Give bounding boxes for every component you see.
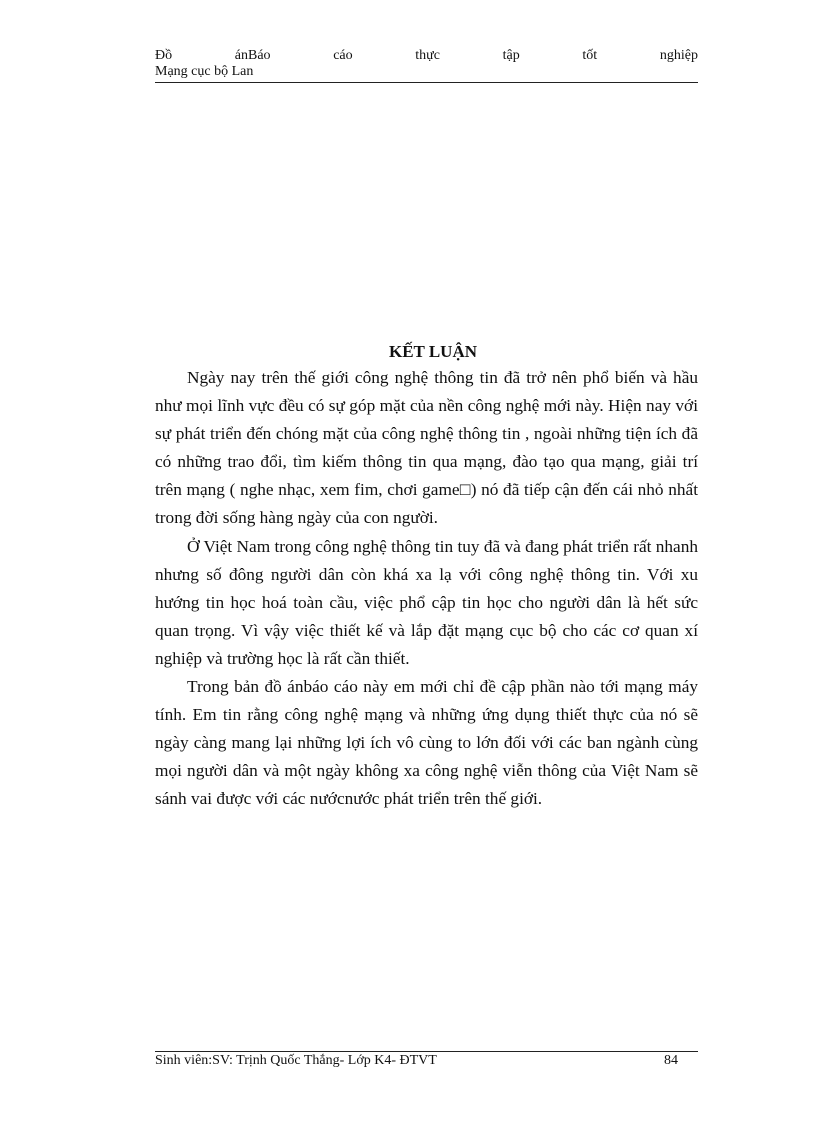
header-word: cáo [333,48,353,63]
header-title [155,48,698,64]
paragraph: Trong bản đồ ánbáo cáo này em mới chỉ đề cập phần nào tới mạng máy tính. Em tin rằng công nghệ mạng và những ứng dụng thiết thực của nó sẽ ngày càng mang lại những lợi ích vô cùng to lớn đối với các ban ngành cùng mọi người dân và một ngày không xa công nghệ viễn thông của Việt Nam sẽ sánh vai được với các nướcnước phát triển trên thế giới. [155,677,698,809]
footer-student: Sinh viên:SV: Trịnh Quốc Thắng- Lớp K4- ĐTVT [155,1053,437,1068]
page-number: 84 [664,1053,678,1068]
header-word: tốt [582,48,598,63]
body-text [155,364,698,814]
paragraph: Ngày nay trên thế giới công nghệ thông tin đã trở nên phổ biến và hầu như mọi lĩnh vực đều có sự góp mặt của nền công nghệ mới này. Hiện nay với sự phát triển đến chóng mặt của công nghệ thông tin , ngoài những tiện ích đã có những trao đổi, tìm kiếm thông tin qua mạng, đào tạo qua mạng, giải trí trên mạng ( nghe nhạc, xem fim, chơi game□) nó đã tiếp cận đến cái nhỏ nhất trong đời sống hàng ngày của con người. [155,368,698,528]
page-footer [155,1051,698,1069]
header-rule [155,82,698,83]
header-subtitle: Mạng cục bộ Lan [155,64,254,79]
header-word: nghiệp [659,48,698,63]
header-word: ánBáo [234,48,271,63]
paragraph: Ở Việt Nam trong công nghệ thông tin tuy đã và đang phát triển rất nhanh nhưng số đông người dân còn khá xa lạ với công nghệ thông tin. Với xu hướng tin học hoá toàn cầu, việc phổ cập tin học cho người dân là hết sức quan trọng. Vì vậy việc thiết kế và lắp đặt mạng cục bộ cho các cơ quan xí nghiệp và trường học là rất cần thiết. [155,536,698,668]
header-word: thực [415,48,440,63]
header-word: tập [502,48,520,63]
page-header [155,48,698,83]
section-title: KẾT LUẬN [388,342,477,361]
header-word: Đồ [155,48,173,63]
footer-rule [155,1051,698,1052]
